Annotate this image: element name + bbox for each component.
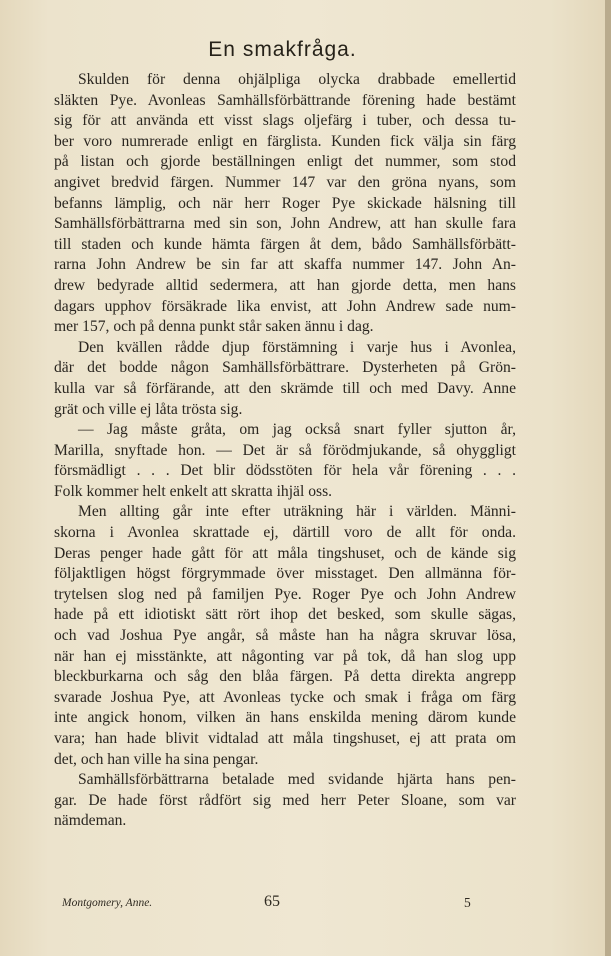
page-number: 65 [264, 893, 280, 910]
text-line: angivet bredvid färgen. Nummer 147 var den gröna nyans, som [54, 173, 516, 191]
text-line: nämdeman. [54, 812, 127, 830]
text-line: Marilla, snyftade hon. — Det är så förödmjukande, så ohyggligt [54, 441, 516, 459]
footer-signature: Montgomery, Anne. [62, 897, 153, 909]
body-text [54, 70, 516, 832]
text-line: släkten Pye. Avonleas Samhällsförbättrande förening hade bestämt [54, 91, 516, 109]
text-line: grät och ville ej låta trösta sig. [54, 400, 243, 418]
page-title: En smakfråga. [208, 38, 357, 61]
text-line: vara; han hade blivit vidtalad att måla tingshuset, ej att prata om [54, 730, 516, 747]
text-line: — Jag måste gråta, om jag också snart fyller sjutton år, [78, 421, 516, 439]
text-line: inte angick honom, vilken än hans enskilda mening därom kunde [54, 709, 516, 727]
text-line: Den kvällen rådde djup förstämning i varje hus i Avonlea, [78, 338, 516, 356]
text-line: till staden och kunde hämta färgen åt dem, bådo Samhällsförbätt- [54, 235, 516, 253]
text-line: när han ej misstänkte, att någonting var på tok, då han slog upp [54, 647, 516, 665]
text-line: hade på ett idiotiskt sätt rört ihop det besked, som skulle sägas, [54, 606, 516, 624]
text-line: ber voro numrerade enligt en färglista. Kunden fick välja sin färg [54, 132, 516, 150]
text-line: dagars upphov försäkrade lika envist, att John Andrew sade num- [54, 297, 516, 315]
text-line: drew bedyrade alltid sedermera, att han gjorde detta, men hans [54, 276, 516, 294]
text-line: och vad Joshua Pye angår, så måste han ha några skruvar lösa, [54, 627, 516, 645]
text-line: gar. De hade först rådfört sig med herr Peter Sloane, som var [54, 791, 516, 809]
text-line: försmädligt . . . Det blir dödsstöten för hela vår förening . . . [54, 462, 516, 480]
text-line: där det bodde någon Samhällsförbättrare. Dysterheten på Grön- [54, 359, 516, 377]
text-line: Samhällsförbättrarna betalade med svidande hjärta hans pen- [78, 771, 516, 789]
text-line: sig för att använda ett visst slags oljefärg i tuber, och dessa tu- [54, 112, 516, 130]
page-footer [62, 893, 472, 913]
text-line: Skulden för denna ohjälpliga olycka drabbade emellertid [78, 71, 516, 88]
sheet-number: 5 [464, 895, 471, 910]
text-line: på listan och gjorde beställningen enligt det nummer, som stod [54, 153, 516, 171]
text-line: Men allting går inte efter uträkning här i världen. Männi- [78, 503, 516, 521]
text-line: följaktligen högst förgrymmade över misstaget. Den allmänna för- [54, 565, 516, 583]
text-line: Samhällsförbättrarna med sin son, John Andrew, att han skulle fara [54, 215, 516, 233]
text-line: trytelsen slog ned på familjen Pye. Roger Pye och John Andrew [54, 585, 516, 603]
page-edge-shadow [605, 0, 611, 956]
text-line: rarna John Andrew be sin far att skaffa nummer 147. John An- [54, 256, 516, 274]
text-line: det, och han ville ha sina pengar. [54, 750, 259, 768]
text-line: befanns lämplig, och när herr Roger Pye skickade hälsning till [54, 194, 516, 212]
text-line: bleckburkarna och såg den blåa färgen. På detta direkta angrepp [54, 668, 516, 686]
text-line: svarade Joshua Pye, att Avonleas tycke och smak i fråga om färg [54, 688, 516, 706]
text-line: mer 157, och på denna punkt står saken ännu i dag. [54, 318, 374, 336]
text-line: Folk kommer helt enkelt att skratta ihjäl oss. [54, 482, 333, 500]
text-line: Deras penger hade gått för att måla tingshuset, och de kände sig [54, 544, 516, 562]
text-line: skorna i Avonlea skrattade ej, därtill voro de allt för onda. [54, 524, 516, 542]
text-line: kulla var så förfärande, att den skrämde till och med Davy. Anne [54, 379, 516, 397]
